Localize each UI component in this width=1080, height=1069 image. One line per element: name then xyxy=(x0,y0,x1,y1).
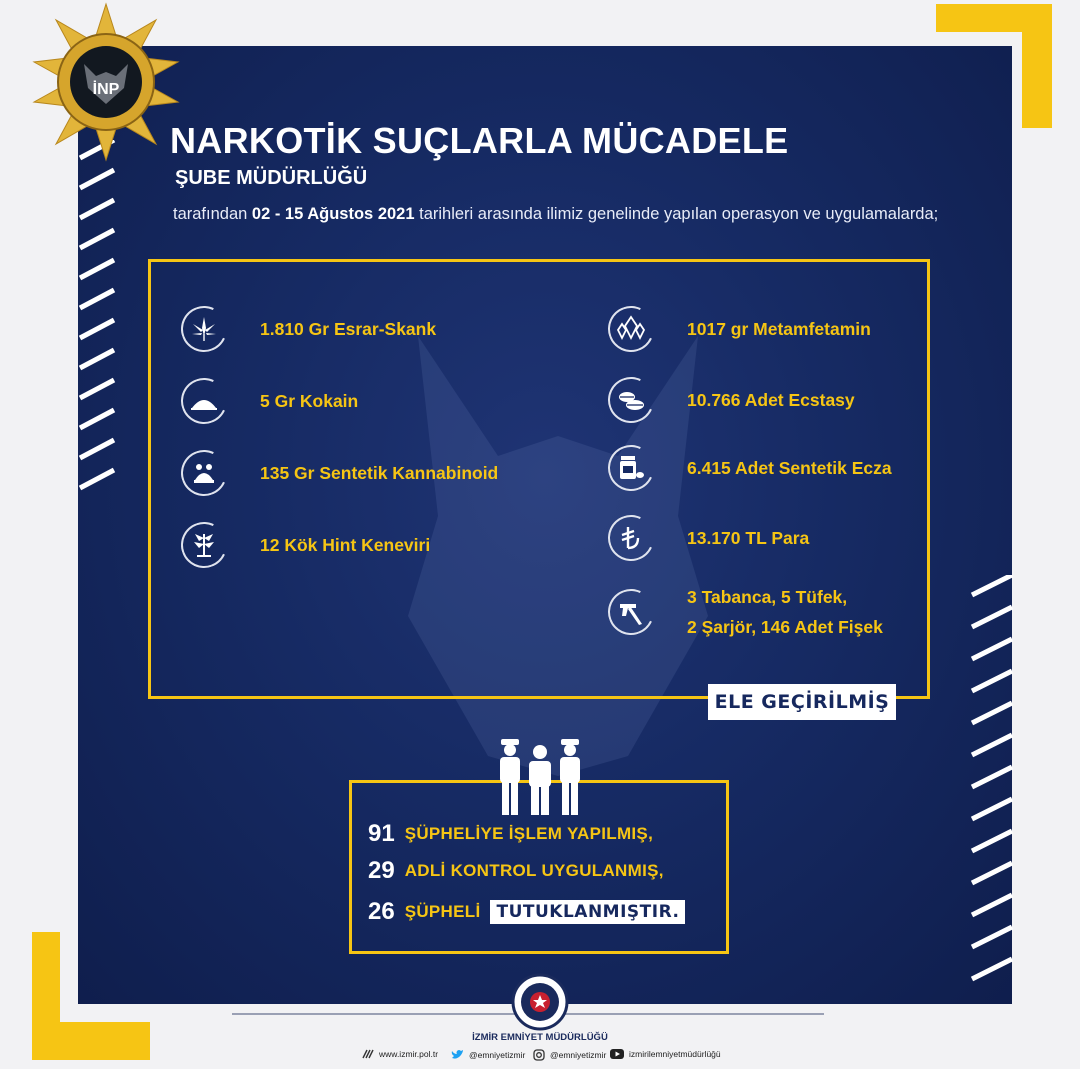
seizure-text: 135 Gr Sentetik Kannabinoid xyxy=(260,463,499,483)
twitter-text[interactable]: @emniyetizmir xyxy=(469,1049,526,1060)
arrest-people-icon xyxy=(495,737,585,817)
page-title: NARKOTİK SUÇLARLA MÜCADELE xyxy=(170,120,789,161)
social-website[interactable] xyxy=(362,1049,438,1059)
intro-pre: tarafından xyxy=(173,205,252,223)
seized-label: ELE GEÇİRİLMİŞ xyxy=(708,684,896,720)
powder-pile-icon xyxy=(189,386,219,416)
inp-badge-logo xyxy=(26,2,186,162)
intro-dates: 02 - 15 Ağustos 2021 xyxy=(251,205,415,223)
youtube-text[interactable]: izmirilemniyetmüdürlüğü xyxy=(629,1049,721,1059)
pills-icon xyxy=(616,385,646,415)
stat-row xyxy=(368,820,653,848)
arrested-highlight: TUTUKLANMIŞTIR. xyxy=(490,900,685,924)
intro-post: tarihleri arasında ilimiz genelinde yapılan operasyon ve uygulamalarda; xyxy=(414,205,939,223)
crystal-icon xyxy=(616,314,646,344)
cannabis-plant-icon xyxy=(189,530,219,560)
seizure-item-hint-keneviri xyxy=(181,522,430,568)
seizure-text: 6.415 Adet Sentetik Ecza xyxy=(687,458,892,478)
seizure-item-esrar xyxy=(181,306,436,352)
stat-number: 29 xyxy=(368,857,395,884)
synthetic-herb-icon xyxy=(189,458,219,488)
seizure-text-line2: 2 Şarjör, 146 Adet Fişek xyxy=(687,617,883,637)
corner-bracket-top-right-vertical xyxy=(1022,4,1052,128)
seizure-item-ecstasy xyxy=(608,377,855,423)
seizure-text: 10.766 Adet Ecstasy xyxy=(687,390,855,410)
social-twitter[interactable] xyxy=(451,1049,525,1060)
seizure-item-silah xyxy=(608,582,883,642)
stat-row xyxy=(368,898,685,926)
police-emblem-logo xyxy=(511,973,569,1031)
instagram-text[interactable]: @emniyetizmir xyxy=(550,1050,607,1060)
stripes-left xyxy=(78,140,118,500)
intro-text xyxy=(173,205,938,224)
cannabis-leaf-icon xyxy=(189,314,219,344)
page-subtitle: ŞUBE MÜDÜRLÜĞÜ xyxy=(175,167,368,189)
twitter-icon xyxy=(451,1049,464,1060)
stat-row xyxy=(368,857,664,885)
seizure-text: 1017 gr Metamfetamin xyxy=(687,319,871,339)
stripes-right xyxy=(970,575,1015,995)
youtube-icon xyxy=(610,1049,624,1059)
seizure-item-sentetik-ecza xyxy=(608,445,892,491)
seizure-text: 12 Kök Hint Keneviri xyxy=(260,535,431,555)
seizure-text-weapons xyxy=(687,582,883,642)
stat-text: ADLİ KONTROL UYGULANMIŞ, xyxy=(404,861,664,880)
social-instagram[interactable] xyxy=(533,1049,606,1061)
seizure-text-line1: 3 Tabanca, 5 Tüfek, xyxy=(687,587,848,607)
stat-text: ŞÜPHELİYE İŞLEM YAPILMIŞ, xyxy=(404,824,654,843)
guns-icon xyxy=(616,597,646,627)
badge-text: İNP xyxy=(92,81,120,98)
social-youtube[interactable] xyxy=(610,1049,721,1059)
seizure-text: 5 Gr Kokain xyxy=(260,391,359,411)
stat-number: 26 xyxy=(368,898,395,925)
stat-number: 91 xyxy=(368,820,395,847)
instagram-icon xyxy=(533,1049,545,1061)
footer-org: İZMİR EMNİYET MÜDÜRLÜĞÜ xyxy=(472,1032,608,1043)
website-text[interactable]: www.izmir.pol.tr xyxy=(379,1049,439,1059)
stat-text: ŞÜPHELİ xyxy=(404,902,481,921)
seizure-text: 13.170 TL Para xyxy=(687,528,810,548)
seizure-item-sentetik-kannabinoid xyxy=(181,450,498,496)
web-icon xyxy=(362,1049,374,1059)
pill-bottle-icon xyxy=(616,453,646,483)
seizure-item-metamfetamin xyxy=(608,306,871,352)
seizure-text: 1.810 Gr Esrar-Skank xyxy=(260,319,437,339)
seizure-item-kokain xyxy=(181,378,358,424)
lira-icon xyxy=(616,523,646,553)
seizure-item-tl-para xyxy=(608,515,809,561)
